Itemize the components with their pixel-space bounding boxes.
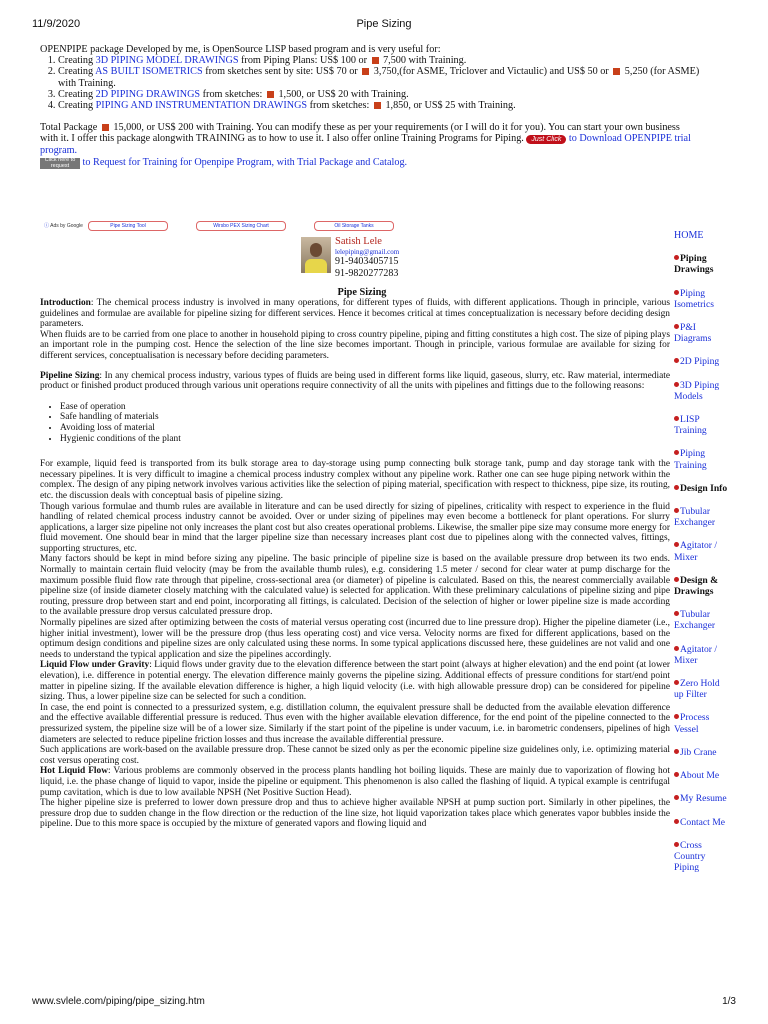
sidebar-item-label: Zero Hold up Filter [674,678,720,701]
bullet-icon [674,542,679,547]
reasons-list [40,402,670,444]
bullet-icon [674,255,679,260]
sidebar-item[interactable] [674,448,730,470]
request-training-link[interactable]: to Request for Training for Openpipe Program, with Trial Package and Catalog. [80,156,408,168]
bullet-icon [674,611,679,616]
sidebar-item-label: Agitator / Mixer [674,540,718,563]
bullet-icon [674,416,679,421]
paragraph: Many factors should be kept in mind before sizing any pipeline. The basic principle of pipeline size is based on the available pressure drop between its two ends. Normally to maintain certain fluid velocity (may be from the available thumb rules), e.g. considering 1.5 meter / second for clear water at pump discharge for the maximum possible fluid flow rate through that pipeline, cross-sectional area (or diameter) of pipeline is calculated. Based on this, the nearest commercially available pipeline size (of inside diameter closely matching with the calculated value) is selected for application. With these preliminary calculations of pipeline sizing and pipe routing, pressure drop between start and end point, incorporating all fittings, is calculated. Decision of the selection of higher or lower pipeline size is made according to the available pressure drop versus calculated pressure drop. [40,554,670,618]
list-item: • Safe handling of materials [60,412,670,423]
sidebar-item-label: Design Info [680,482,728,494]
bullet-icon [674,324,679,329]
request-training-button[interactable]: Click here to request [40,158,80,169]
bullet-icon [674,714,679,719]
list-item: • Ease of operation [60,402,670,413]
print-title: Pipe Sizing [356,18,412,30]
sidebar-item[interactable] [674,356,730,367]
bullet-icon [674,842,679,847]
paragraph: Though various formulae and thumb rules are available in literature and can be used directly for sizing of pipelines, criticality with respect to experience in the fluid handling of related chemical process industry cannot be avoided. Over or under sizing of pipelines may even become a bottleneck for plant operations. For slurry applications, a larger size pipeline not only increases the plant cost but also creates operational problems. Likewise, the smaller pipe size may consume more energy for fluid movement. One should bear in mind that the larger pipeline size than necessary increases plant cost due to pipelines along with the connected valves, fittings, supporting structures, etc. [40,501,670,554]
promo-item: 3. Creating 2D PIPING DRAWINGS from sketches: 1,500, or US$ 20 with Training. [58,89,700,100]
promo-item: 1. Creating 3D PIPING MODEL DRAWINGS from Piping Plans: US$ 100 or 7,500 with Training. [58,55,700,66]
author-name: Satish Lele [335,236,382,247]
sidebar-item[interactable] [674,609,730,631]
page-number: 1/3 [722,996,736,1007]
sidebar-item-label: Agitator / Mixer [674,643,718,666]
sidebar-item[interactable] [674,575,730,597]
author-photo [301,237,331,273]
author-phone: 91-9403405715 [335,256,399,267]
author-phone: 91-9820277283 [335,268,399,279]
rupee-icon [267,91,274,98]
paragraph: Hot Liquid Flow: Various problems are commonly observed in the process plants handling hot boiling liquids. These are mainly due to vaporization of flowing hot liquid, i.e. the phase change of liquid to vapor, inside the pipeline or equipment. This phenomenon is also called the flashing of liquid. A typical example is centrifugal pump cavitation, which is due to low available NPSH (Net Positive Suction Head). [40,766,670,798]
sidebar-item[interactable] [674,712,730,734]
print-date: 11/9/2020 [32,18,81,30]
sidebar-item-label: 2D Piping [680,356,720,368]
sidebar-item-label: Jib Crane [680,746,717,758]
paragraph: Liquid Flow under Gravity: Liquid flows under gravity due to the elevation difference between the start point (always at higher elevation) and the end point (at lower elevation), i.e. difference in potential energy. The elevation difference mainly governs the pipeline sizing. Additional effects of pressure conditions for start/end point matter in pipeline sizing. If the available elevation difference is higher, a high liquid velocity (i.e. with high allowable pressure drop) can be considered for pipeline sizing. Thus, a lower pipeline size can be selected for such a condition. [40,660,671,703]
sidebar-item[interactable] [674,817,730,828]
sidebar-item[interactable] [674,380,730,402]
sidebar-item-label: Tubular Exchanger [674,506,716,529]
author-email[interactable]: lelepiping@gmail.com [335,248,400,256]
sidebar-item[interactable] [674,322,730,344]
bullet-icon [674,646,679,651]
sidebar-item[interactable] [674,747,730,758]
bullet-icon [674,450,679,455]
print-header [32,18,736,32]
paragraph: Normally pipelines are sized after optimizing between the costs of material versus operating cost (incurred due to line pressure drop). Higher the pipeline diameter (i.e., higher initial investment), lower will be the pressure drop (thus less operating cost) and vice versa. Velocity norms are fixed for different applications, based on the optimum design conditions and pipeline sizes are only calculated using these norms. In some typical applications discussed here, these guidelines are not valid and one needs to understand the typical application and size the pipelines accordingly. [40,618,670,660]
rupee-icon [374,102,381,109]
rupee-icon [372,57,379,64]
article-body [40,298,670,830]
paragraph: When fluids are to be carried from one place to another in household piping to cross country pipeline, piping and fitting constitutes a high cost. The size of piping plays an important role in the pumping cost. Hence the selection of the line size becomes important. Though in principle, various formulae are available for sizing for different services, conceptualisation is necessary before deciding parameters. [40,329,670,361]
promo-total: Total Package 15,000, or US$ 200 with Training. You can modify these as per your requirements (or I will do it for you). You can start your own business with it. I offer this package alongwith TRAINING as to how to use it. I also offer online Training Programs for Piping. Just Click to Download OPENPIPE trial program. [40,122,691,156]
pid-drawings-link[interactable]: PIPING AND INSTRUMENTATION DRAWINGS [95,100,308,112]
sidebar-item[interactable] [674,506,730,528]
home-link[interactable]: HOME [674,230,704,241]
3d-piping-link[interactable]: 3D PIPING MODEL DRAWINGS [95,55,239,67]
sidebar-item-label: Cross Country Piping [674,839,706,874]
sidebar-item-label: Piping Drawings [674,253,714,276]
promo-list [40,55,700,111]
bullet-icon [674,577,679,582]
bullet-icon [674,680,679,685]
sidebar-item-label: LISP Training [674,414,707,437]
sidebar-item-label: Process Vessel [674,712,710,735]
bullet-icon [674,382,679,387]
adchoices-icon: ⓘ [44,223,50,229]
sidebar-item[interactable] [674,483,730,494]
ad-link[interactable]: Wirsbo PEX Sizing Chart [196,221,286,231]
rupee-icon [362,68,369,75]
bullet-icon [674,819,679,824]
sidebar-item-label: About Me [680,770,720,782]
download-openpipe-link[interactable]: to Download OPENPIPE trial program. [40,133,691,156]
sidebar-item-label: Piping Isometrics [674,287,714,310]
sidebar-item[interactable] [674,540,730,562]
sidebar-item[interactable] [674,414,730,436]
paragraph: In case, the end point is connected to a pressurized system, e.g. distillation column, the equivalent pressure shall be deducted from the available elevation difference and the effective available differential pressure is reduced. Thus even with the higher available elevation difference, for the end point of the pipeline connected to the pressurized system, the pipeline size will be of a lower size. Similarly if the start point of the pipeline is under vacuum, i.e. in barometric condensers, pipelines of high diameters are selected to reduce pipeline friction losses and thus increase the available differential pressure. [40,702,670,745]
list-item: • Hygienic conditions of the plant [60,434,670,445]
rupee-icon [102,124,109,131]
sidebar-item[interactable] [674,770,730,781]
sidebar-item-label: Tubular Exchanger [674,609,716,632]
sidebar-nav [674,230,730,885]
promo-item: 4. Creating PIPING AND INSTRUMENTATION DRAWINGS from sketches: 1,850, or US$ 25 with Training. [58,100,700,111]
author-card [335,236,399,280]
as-built-isometrics-link[interactable]: AS BUILT ISOMETRICS [95,66,203,78]
bullet-icon [674,772,679,777]
sidebar-item-label: My Resume [680,793,727,805]
bullet-icon [674,508,679,513]
sidebar-item-label: P&I Diagrams [674,322,712,345]
bullet-icon [674,749,679,754]
sidebar-item[interactable] [674,644,730,666]
page-url: www.svlele.com/piping/pipe_sizing.htm [32,996,205,1007]
sidebar-item[interactable] [674,678,730,700]
paragraph: For example, liquid feed is transported from its bulk storage area to day-storage using pump connecting bulk storage tank, pump and day storage tank with the necessary pipelines. It is very difficult to imagine a chemical process industry complex without any pipeline work. Rather one can see huge piping network within the complex. The design of any piping network involves various activities like the selection of piping material, specification with respect to thickness, pipe size, its routing, etc. the discussion deals with conceptual basis of pipeline sizing. [40,459,670,501]
bullet-icon [674,485,679,490]
bullet-icon [674,290,679,295]
sidebar-item-label: Piping Training [674,448,707,471]
openpipe-promo [40,44,700,169]
paragraph: Pipeline Sizing: In any chemical process industry, various types of fluids are being used in different forms like liquid, gaseous, slurry, etc. Raw material, intermediate product or finished product produced through various unit operations require connectivity of all the units with pipelines and fittings due to the following reasons: [40,370,670,392]
sidebar-item[interactable] [674,793,730,804]
sidebar-item[interactable] [674,840,730,874]
promo-item: 2. Creating AS BUILT ISOMETRICS from sketches sent by site: US$ 70 or 3,750,(for ASME, Triclover and Victaulic) and US$ 50 or 5,250 (for ASME) with Training. [58,66,700,88]
ad-link[interactable]: Pipe Sizing Tool [88,221,168,231]
ad-link[interactable]: Oil Storage Tanks [314,221,394,231]
sidebar-item[interactable] [674,253,730,275]
ads-label: ⓘ Ads by Google [44,223,83,229]
paragraph: The higher pipeline size is preferred to lower down pressure drop and thus to achieve higher available NPSH at pump suction port. Similarly in other pipelines, the pressure drop due to sudden change in the flow direction or the reduction of the line size, hot liquid vaporization takes place which generates vapor bubbles inside the pipeline. Due to this more space is occupied by the mixture of generated vapors and flowing liquid and [40,798,670,830]
sidebar-item-label: 3D Piping Models [674,379,720,402]
sidebar-item[interactable] [674,288,730,310]
article-title: Pipe Sizing [337,287,387,298]
promo-intro: OPENPIPE package Developed by me, is OpenSource LISP based program and is very useful for: [40,44,441,55]
bullet-icon [674,795,679,800]
promo-request [40,157,700,170]
sidebar-item-label: Design & Drawings [674,574,719,598]
sidebar-list [674,253,730,873]
rupee-icon [613,68,620,75]
paragraph: Such applications are work-based on the available pressure drop. These cannot be sized only as per the economic pipeline size guidelines only, i.e. optimizing material cost versus operating cost. [40,745,670,766]
list-item: • Avoiding loss of material [60,423,670,434]
sidebar-item-label: Contact Me [680,816,726,828]
bullet-icon [674,358,679,363]
just-click-button[interactable]: Just Click [526,135,566,144]
paragraph: Introduction: The chemical process industry is involved in many operations, for different types of fluids, with different applications. Though in principle, various guidelines and formulae are available for pipeline sizing for different services. Hence it becomes critical at times conceptualization is necessary before deciding design parameters. [40,298,670,330]
2d-piping-link[interactable]: 2D PIPING DRAWINGS [95,88,201,100]
